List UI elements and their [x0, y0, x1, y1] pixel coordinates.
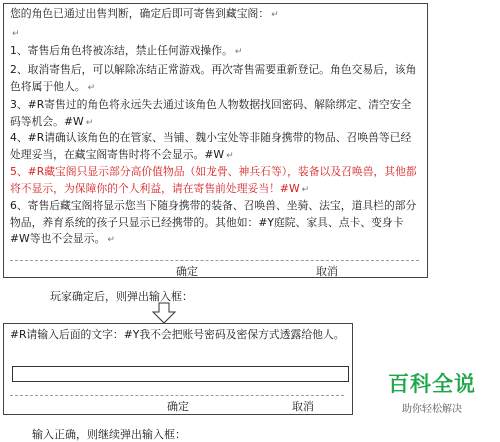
rule-item-3: 3、#R寄售过的角色将永远失去通过该角色人物数据找回密码、解除绑定、清空安全码等机会。#W ↵ [10, 98, 412, 128]
rule-item-6: 6、寄售后藏宝阁将显示您当下随身携带的装备、召唤兽、坐骑、法宝，道具栏的部分物品，养育系统的孩子只显示已经携带的。其他如：#Y庭院、家具、点卡、变身卡#W等也不会显示。 ↵ [10, 199, 417, 245]
blank-line: ↵ [12, 29, 20, 39]
down-arrow-icon [151, 302, 177, 324]
watermark-title: 百科全说 [388, 372, 476, 396]
cancel-button[interactable]: 取消 [316, 265, 338, 278]
rule-item-5-warning: 5、#R藏宝阁只显示部分高价值物品（如龙骨、神兵石等），装备以及召唤兽，其他都将不显示，为保障你的个人利益，请在寄售前处理妥当！#W ↵ [10, 165, 417, 195]
rule-item-1: 1、寄售后角色将被冻结，禁止任何游戏操作。 ↵ [10, 44, 243, 57]
watermark-logo [372, 368, 492, 415]
caption-after-confirm: 玩家确定后，则弹出输入框： [50, 290, 193, 303]
dialog-intro: 您的角色已通过出售判断，确定后即可寄售到藏宝阁： ↵ [10, 7, 279, 20]
confirmation-text-input[interactable] [12, 366, 349, 382]
button-divider [10, 260, 419, 261]
cancel-button[interactable]: 取消 [292, 400, 314, 413]
rule-item-2: 2、取消寄售后，可以解除冻结正常游戏。再次寄售需要重新登记。角色交易后，该角色将属于他人。 ↵ [10, 63, 417, 93]
rule-item-4: 4、#R请确认该角色的在管家、当铺、魏小宝处等非随身携带的物品、召唤兽等已经处理妥当，在藏宝阁寄售时将不会显示。#W ↵ [10, 131, 412, 161]
confirm-button[interactable]: 确定 [167, 400, 189, 413]
button-divider [10, 395, 344, 396]
input-prompt: #R请输入后面的文字：#Y我不会把账号密码及密保方式透露给他人。 [10, 328, 345, 341]
text-input-dialog [3, 323, 353, 415]
caption-after-correct-input: 输入正确，则继续弹出输入框： [32, 428, 186, 441]
consignment-confirm-dialog [3, 3, 428, 278]
confirm-button[interactable]: 确定 [176, 265, 198, 278]
watermark-subtitle: 助你轻松解决 [402, 404, 462, 415]
